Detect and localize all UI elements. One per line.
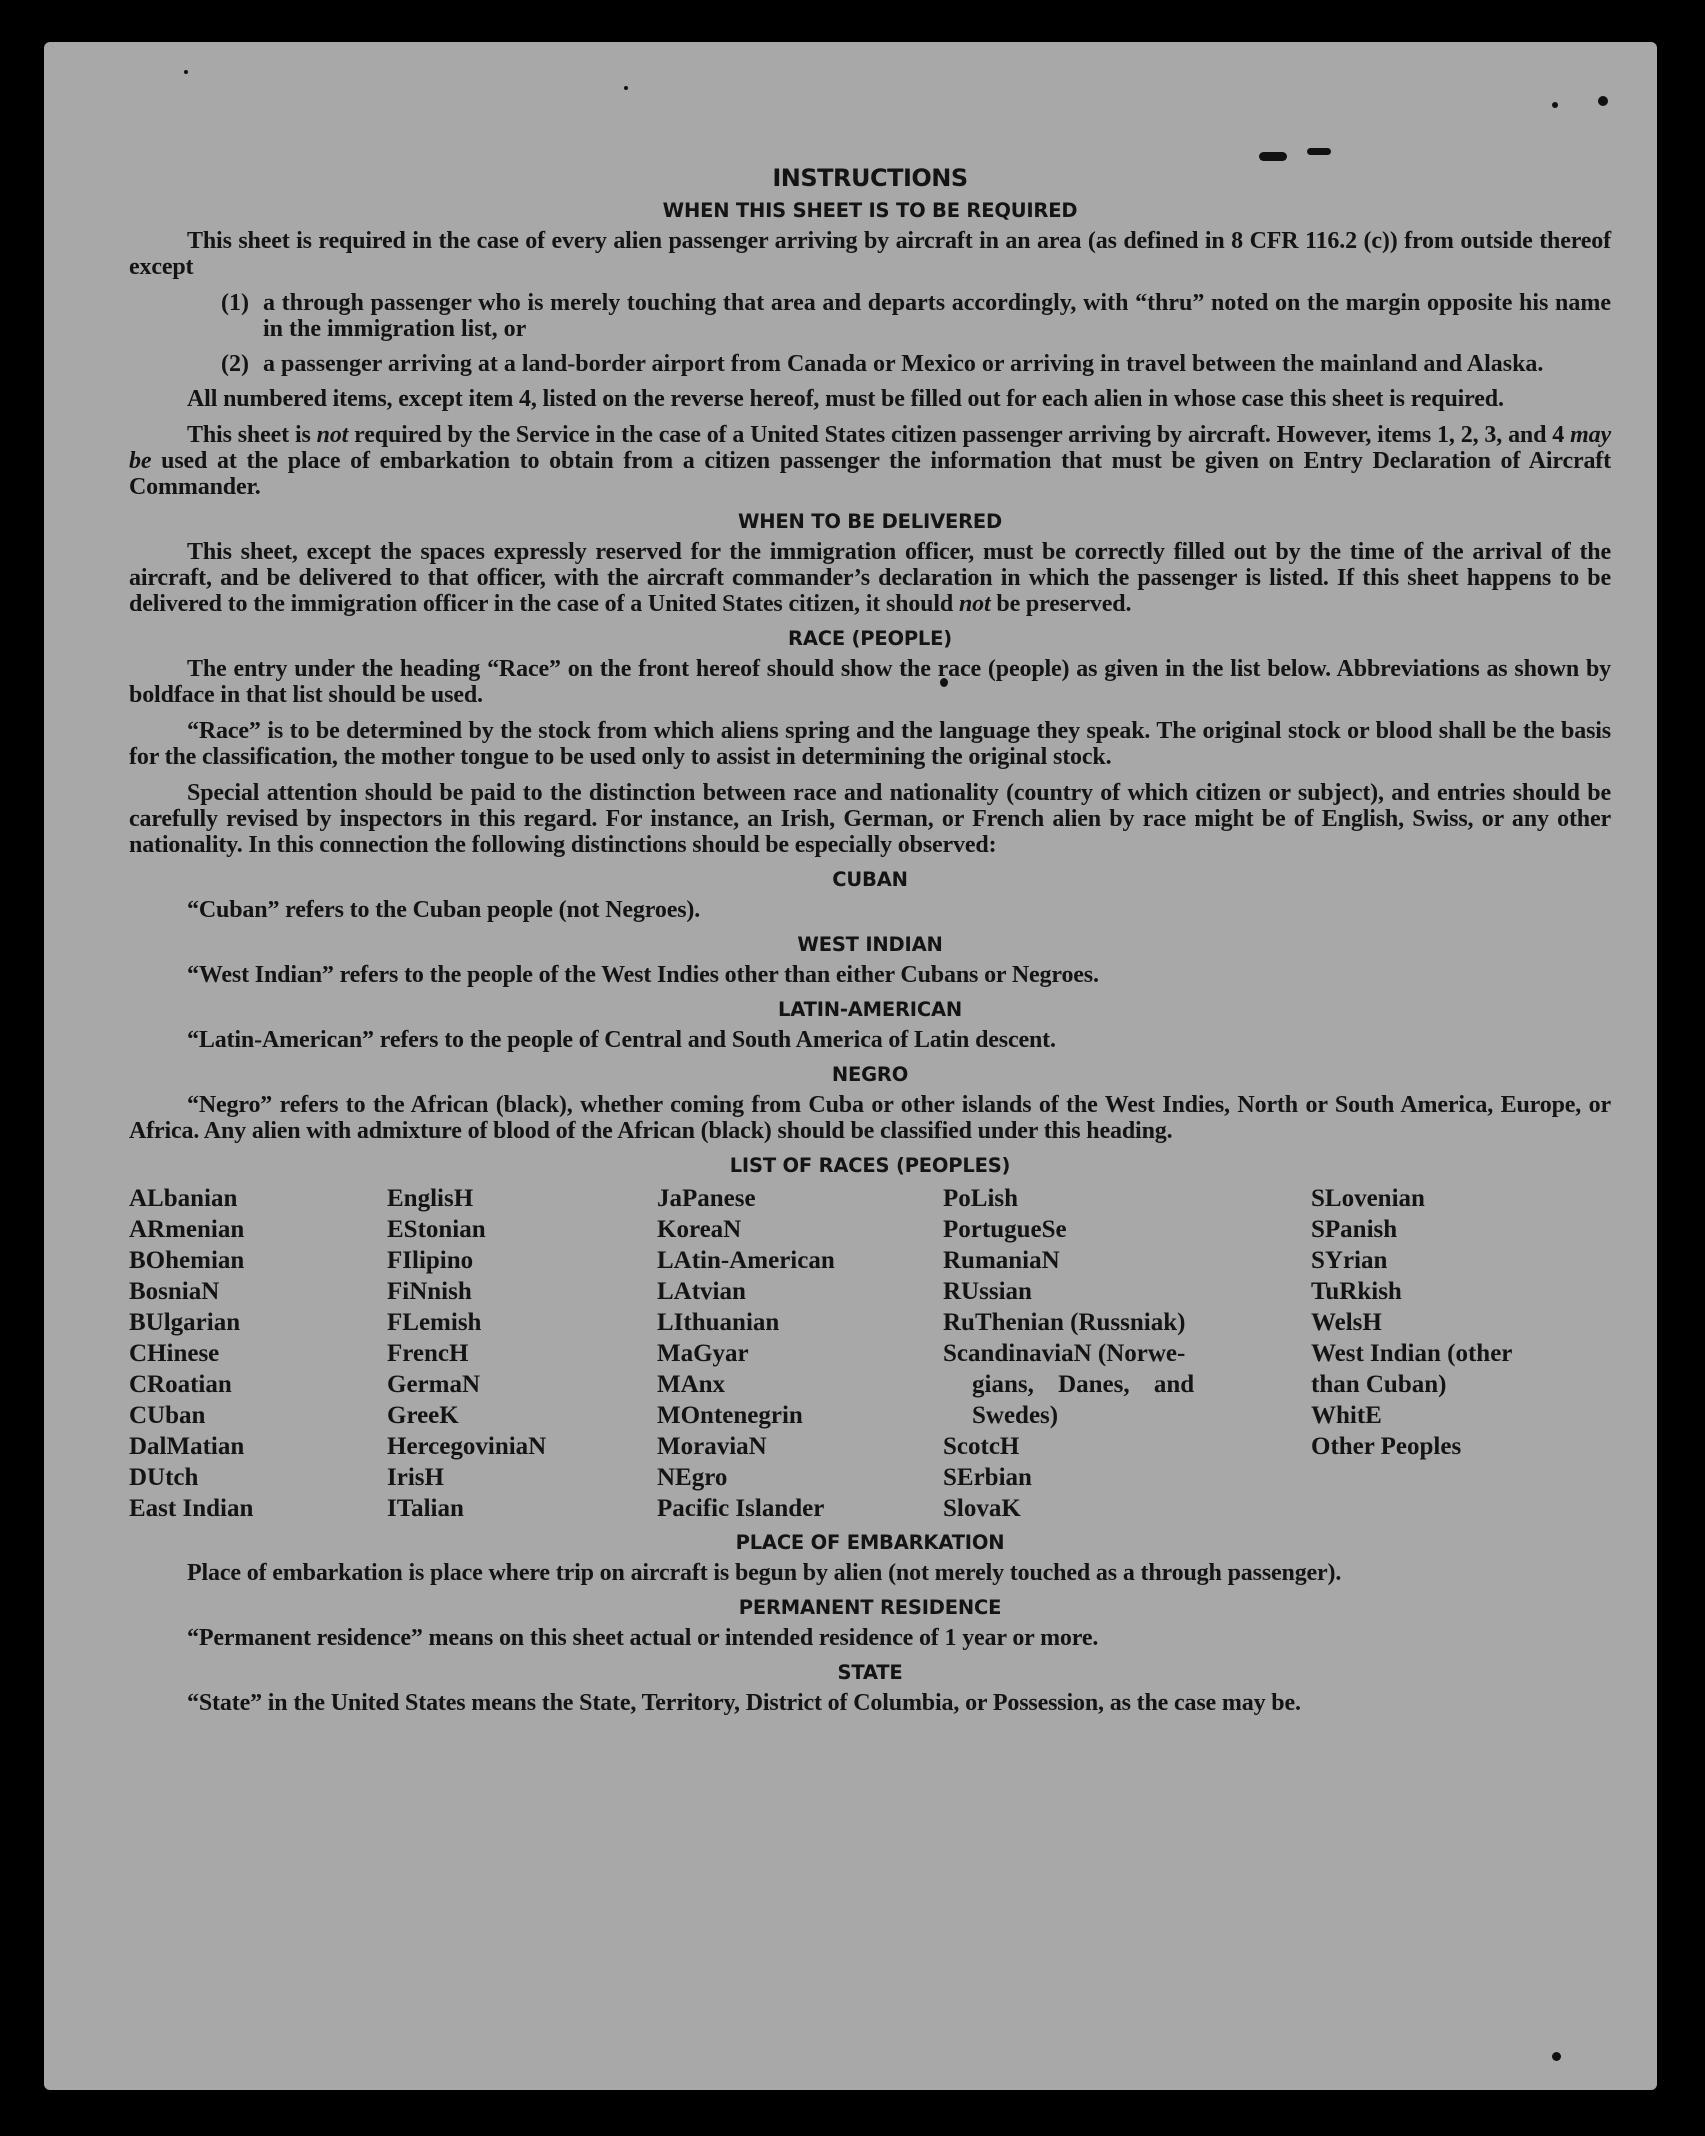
instructions-content — [129, 116, 1611, 1726]
paragraph-required-intro: This sheet is required in the case of every alien passenger arriving by aircraft in an area (as defined in 8 CFR 116.2 (c)) from outside thereof except — [129, 228, 1611, 280]
race-entry: NEgro — [657, 1464, 728, 1491]
race-entry: TuRkish — [1311, 1278, 1402, 1305]
italic-text: may be — [129, 422, 1611, 474]
race-column-1 — [129, 1183, 387, 1524]
race-entry: MaGyar — [657, 1340, 749, 1367]
race-entry: FIlipino — [387, 1247, 474, 1274]
race-entry: West Indian (other — [1311, 1340, 1513, 1367]
paragraph-permanent-residence: “Permanent residence” means on this sheet actual or intended residence of 1 year or more. — [187, 1625, 1099, 1651]
item-number: (1) — [221, 290, 249, 316]
race-entry: ALbanian — [129, 1185, 238, 1212]
race-entry: GreeK — [387, 1402, 459, 1429]
paragraph-race-3: Special attention should be paid to the distinction between race and nationality (country of which citizen or subject), and entries should be carefully revised by inspectors in this regard. For instance, an Irish, German, or French alien by race might be of English, Swiss, or any other nationality. In this connection the following distinctions should be especially observed: — [129, 780, 1611, 858]
race-entry: MAnx — [657, 1371, 726, 1398]
race-entry: SErbian — [943, 1464, 1032, 1491]
race-entry: SlovaK — [943, 1495, 1021, 1522]
race-entry: Other Peoples — [1311, 1433, 1462, 1460]
paragraph-race-1: The entry under the heading “Race” on the front hereof should show the race (people) as given in the list below. Abbreviations as shown by boldface in that list should be used. — [129, 656, 1611, 708]
race-entry: PortugueSe — [943, 1216, 1067, 1243]
race-column-2 — [387, 1183, 657, 1524]
race-entry: East Indian — [129, 1495, 254, 1522]
race-entry: DUtch — [129, 1464, 199, 1491]
race-entry: Pacific Islander — [657, 1495, 825, 1522]
paragraph-state: “State” in the United States means the State, Territory, District of Columbia, or Possession, as the case may be. — [187, 1690, 1301, 1716]
race-column-3 — [657, 1183, 943, 1524]
section-heading-race: RACE (PEOPLE) — [788, 627, 952, 650]
race-entry: EnglisH — [387, 1185, 474, 1212]
paragraph-cuban: “Cuban” refers to the Cuban people (not Negroes). — [187, 897, 701, 923]
race-column-5 — [1311, 1183, 1611, 1524]
race-entry: CUban — [129, 1402, 206, 1429]
ink-speck — [184, 70, 188, 74]
race-entry: ITalian — [387, 1495, 464, 1522]
paragraph-latin-american: “Latin-American” refers to the people of Central and South America of Latin descent. — [187, 1027, 1056, 1053]
italic-text: not — [958, 591, 991, 617]
text-run: required by the Service in the case of a United States citizen passenger arriving by aircraft. However, items 1, 2, 3, and 4 — [348, 422, 1571, 448]
text-run: This sheet is — [187, 422, 317, 448]
race-entry: KoreaN — [657, 1216, 742, 1243]
page-title: INSTRUCTIONS — [772, 164, 968, 192]
race-entry: BOhemian — [129, 1247, 245, 1274]
race-column-4 — [943, 1183, 1311, 1524]
race-entry: ScandinaviaN (Norwe- — [943, 1340, 1186, 1367]
race-entry: gians, Danes, and — [972, 1371, 1195, 1398]
race-entry: FrencH — [387, 1340, 469, 1367]
document-sheet — [44, 42, 1657, 2090]
race-entry: MOntenegrin — [657, 1402, 803, 1429]
race-entry: WelsH — [1311, 1309, 1382, 1336]
race-entry: PoLish — [943, 1185, 1019, 1212]
ink-speck — [624, 86, 628, 90]
text-run: This sheet, except the spaces expressly reserved for the immigration officer, must be correctly filled out by the time of the arrival of the aircraft, and be delivered to that officer, with the aircraft commander’s declaration in which the passenger is listed. If this sheet happens to be delivered to the immigration officer in the case of a United States citizen, it should — [129, 539, 1611, 617]
list-item — [129, 290, 1611, 342]
race-entry: LAtin-American — [657, 1247, 835, 1274]
ink-speck — [1552, 102, 1558, 108]
race-entry: RUssian — [943, 1278, 1032, 1305]
item-text: a passenger arriving at a land-border airport from Canada or Mexico or arriving in travel between the mainland and Alaska. — [263, 351, 1544, 377]
paragraph-delivered — [129, 539, 1611, 617]
race-entry: HercegoviniaN — [387, 1433, 547, 1460]
race-entry: LIthuanian — [657, 1309, 780, 1336]
race-entry: ScotcH — [943, 1433, 1020, 1460]
paragraph-numbered-items: All numbered items, except item 4, listed on the reverse hereof, must be filled out for each alien in whose case this sheet is required. — [187, 386, 1504, 412]
paragraph-citizen — [129, 422, 1611, 500]
section-heading-west-indian: WEST INDIAN — [797, 933, 943, 956]
text-run: used at the place of embarkation to obtain from a citizen passenger the information that must be given on Entry Declaration of Aircraft Commander. — [129, 448, 1611, 500]
paragraph-place-of-embarkation: Place of embarkation is place where trip on aircraft is begun by alien (not merely touched as a through passenger). — [187, 1560, 1342, 1586]
race-entry: JaPanese — [657, 1185, 756, 1212]
race-entry: MoraviaN — [657, 1433, 767, 1460]
section-heading-when-delivered: WHEN TO BE DELIVERED — [737, 510, 1003, 533]
race-entry: FLemish — [387, 1309, 482, 1336]
paragraph-negro: “Negro” refers to the African (black), whether coming from Cuba or other islands of the West Indies, North or South America, Europe, or Africa. Any alien with admixture of blood of the African (black) should be classified under this heading. — [129, 1092, 1611, 1144]
text-run: be preserved. — [990, 591, 1132, 617]
race-entry: GermaN — [387, 1371, 481, 1398]
paragraph-race-2: “Race” is to be determined by the stock from which aliens spring and the language they speak. The original stock or blood shall be the basis for the classification, the mother tongue to be used only to assist in determining the original stock. — [129, 718, 1611, 770]
section-heading-place-of-embarkation: PLACE OF EMBARKATION — [735, 1531, 1005, 1554]
ink-speck — [1552, 2052, 1561, 2061]
race-list — [129, 1183, 1611, 1524]
section-heading-state: STATE — [837, 1661, 903, 1684]
race-entry: RumaniaN — [943, 1247, 1060, 1274]
race-entry: ARmenian — [129, 1216, 245, 1243]
race-entry: BUlgarian — [129, 1309, 241, 1336]
section-heading-when-required: WHEN THIS SHEET IS TO BE REQUIRED — [662, 199, 1078, 222]
italic-text: not — [316, 422, 349, 448]
section-heading-cuban: CUBAN — [832, 868, 908, 891]
race-entry: Swedes) — [972, 1402, 1059, 1429]
paragraph-west-indian: “West Indian” refers to the people of the West Indies other than either Cubans or Negroes. — [187, 962, 1099, 988]
race-entry: CHinese — [129, 1340, 220, 1367]
race-entry: EStonian — [387, 1216, 486, 1243]
race-entry: DalMatian — [129, 1433, 245, 1460]
race-entry: BosniaN — [129, 1278, 220, 1305]
race-entry: FiNnish — [387, 1278, 472, 1305]
list-item — [129, 351, 1611, 377]
race-entry: WhitE — [1311, 1402, 1382, 1429]
ink-speck — [1598, 96, 1608, 106]
race-entry: SYrian — [1311, 1247, 1388, 1274]
race-entry: SLovenian — [1311, 1185, 1425, 1212]
section-heading-negro: NEGRO — [831, 1063, 909, 1086]
race-entry: IrisH — [387, 1464, 444, 1491]
race-entry: LAtvian — [657, 1278, 746, 1305]
item-text: a through passenger who is merely touching that area and departs accordingly, with “thru” noted on the margin opposite his name in the immigration list, or — [263, 290, 1611, 342]
item-number: (2) — [221, 351, 249, 377]
section-heading-latin-american: LATIN-AMERICAN — [778, 998, 962, 1021]
section-heading-permanent-residence: PERMANENT RESIDENCE — [738, 1596, 1002, 1619]
race-entry: SPanish — [1311, 1216, 1398, 1243]
section-heading-list-of-races: LIST OF RACES (PEOPLES) — [729, 1154, 1011, 1177]
race-entry: than Cuban) — [1311, 1371, 1447, 1398]
race-entry: RuThenian (Russniak) — [943, 1309, 1186, 1336]
race-entry: CRoatian — [129, 1371, 232, 1398]
